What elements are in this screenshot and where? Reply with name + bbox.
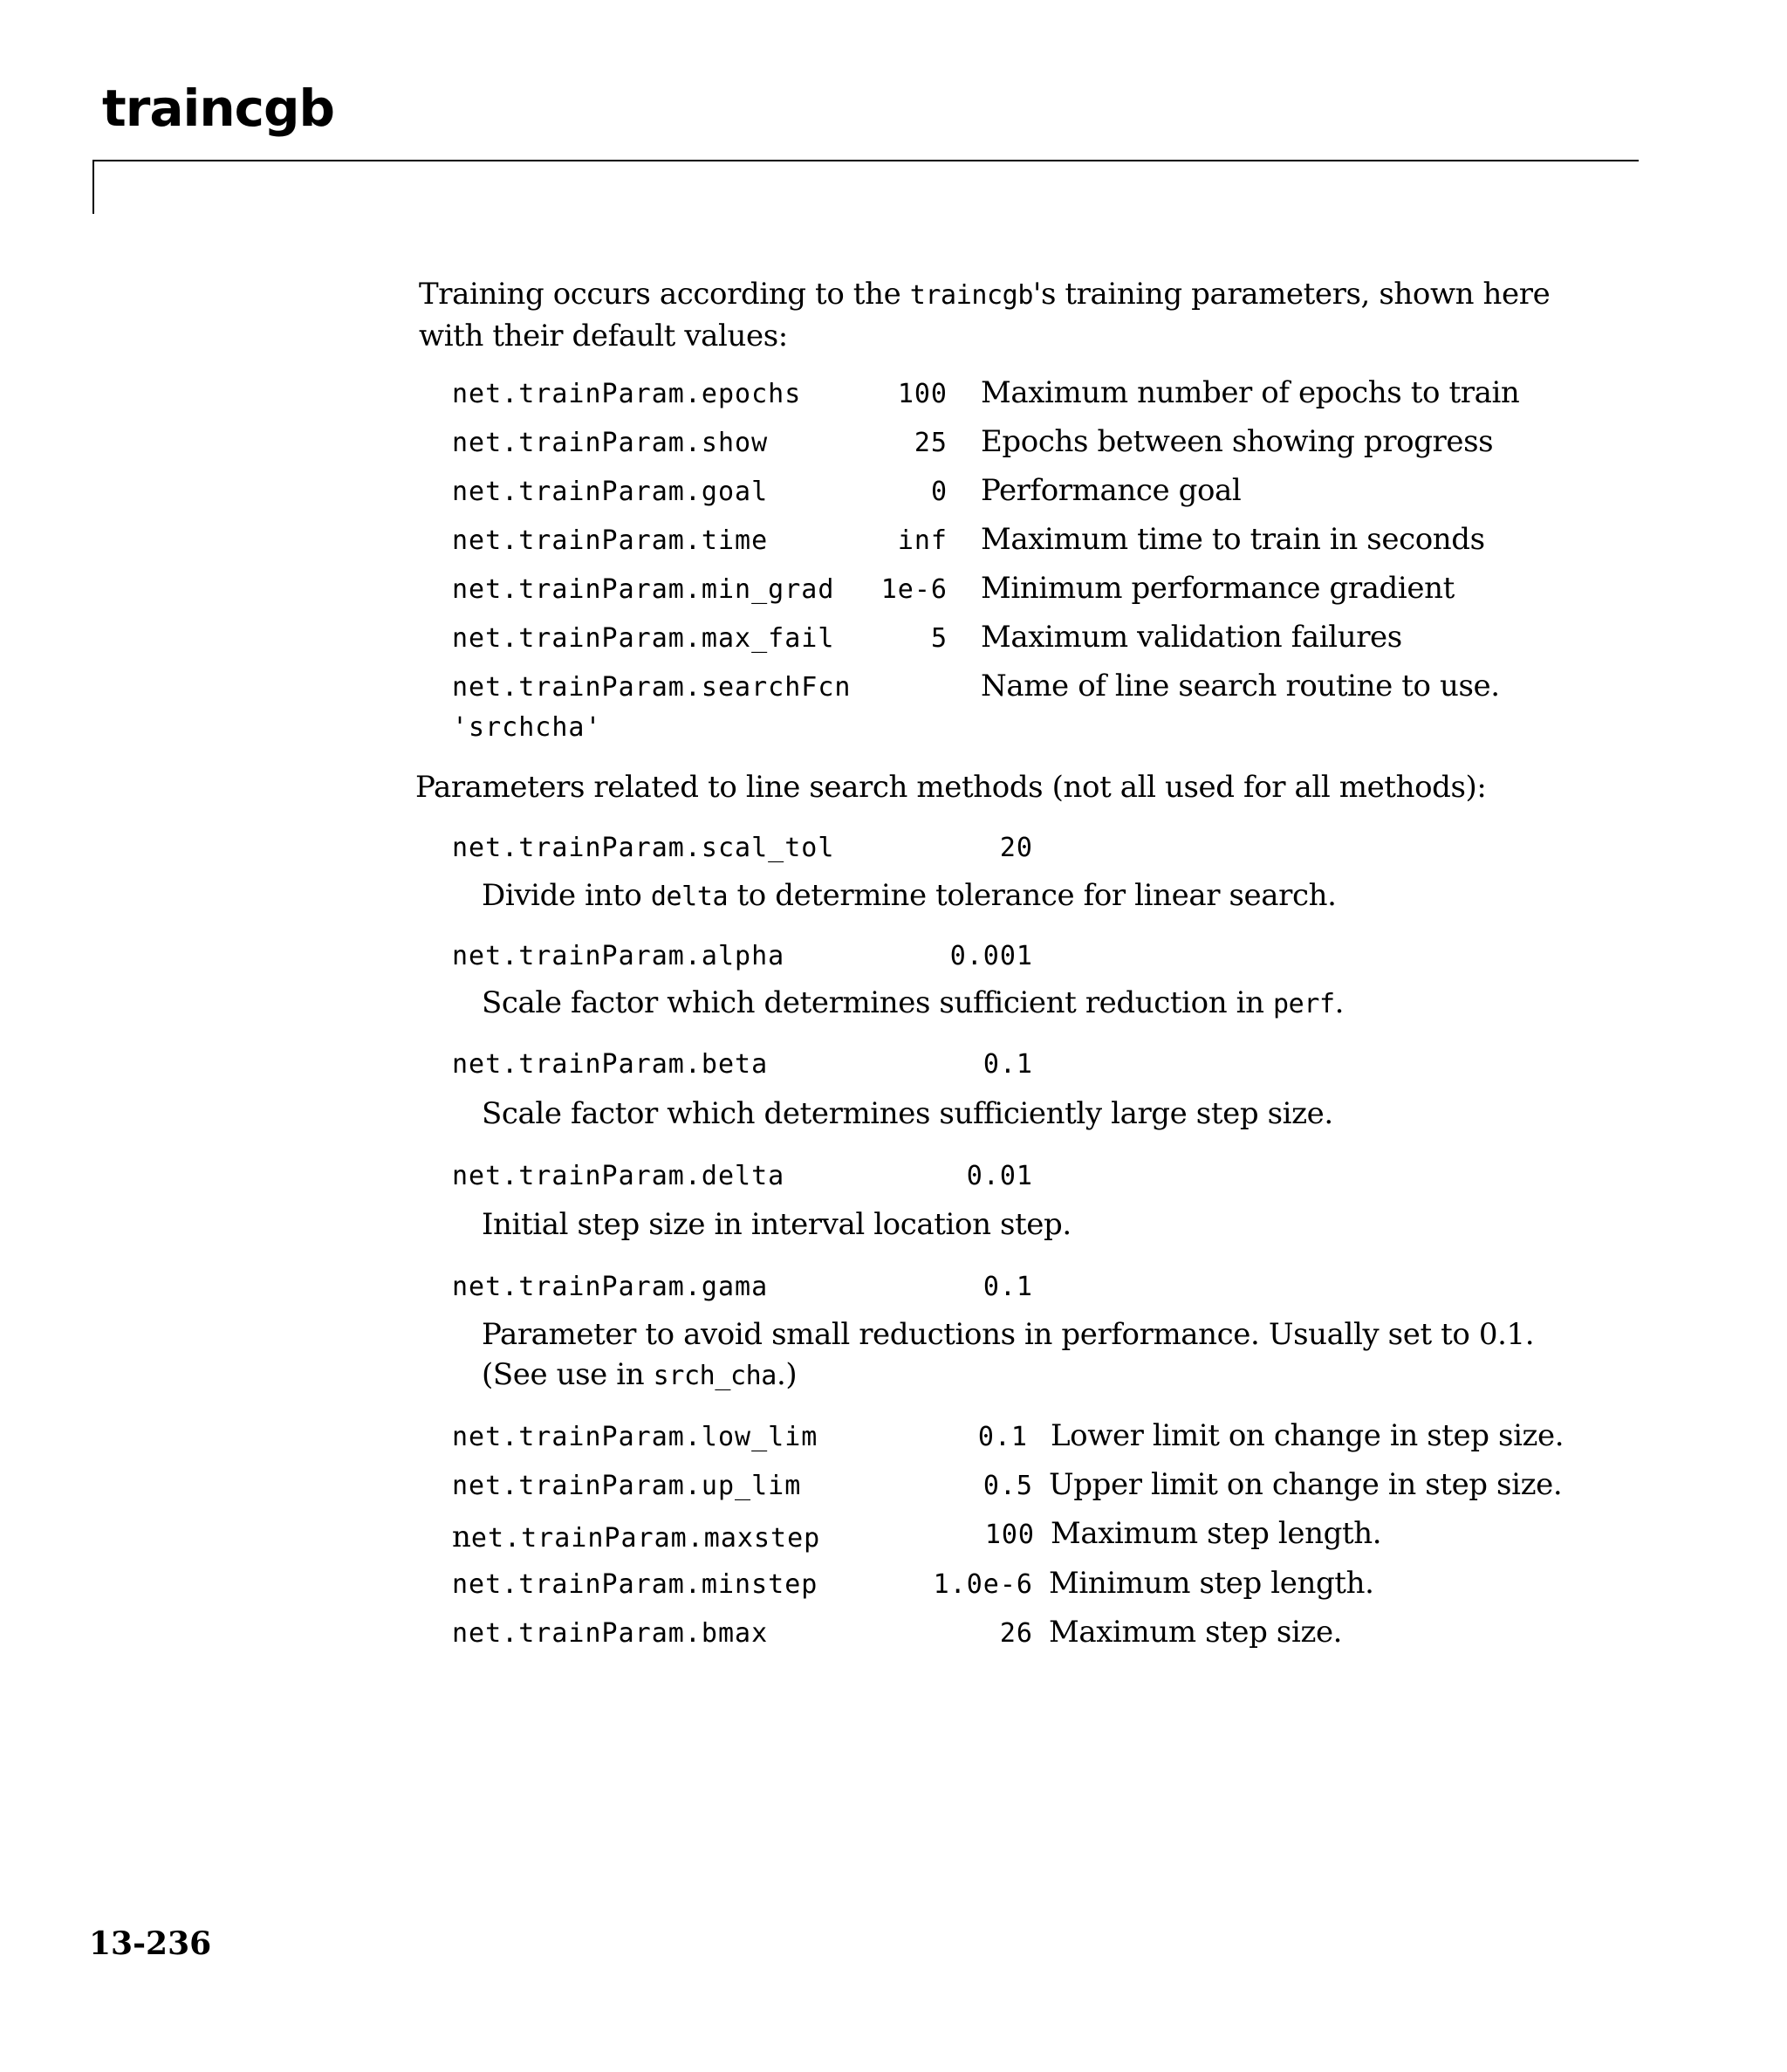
param-value: 25 bbox=[914, 428, 948, 458]
page-number: 13-236 bbox=[89, 1925, 212, 1962]
param-name: net.trainParam.up_lim bbox=[452, 1471, 802, 1501]
param-value: 0 bbox=[930, 477, 948, 507]
description-text: Scale factor which determines sufficient reduction in bbox=[482, 985, 1273, 1020]
param-name: net.trainParam.time bbox=[452, 525, 769, 556]
param-description bbox=[482, 1355, 797, 1394]
param-name: net.trainParam.low_lim bbox=[452, 1422, 818, 1452]
section-heading: Parameters related to line search methods (not all used for all methods): bbox=[415, 770, 1487, 805]
param-description: Maximum step size. bbox=[1049, 1615, 1343, 1650]
param-name: net.trainParam.beta bbox=[452, 1049, 769, 1080]
param-value: 'srchcha' bbox=[452, 712, 602, 743]
param-description: Maximum step length. bbox=[1051, 1516, 1382, 1551]
param-description: Initial step size in interval location step. bbox=[482, 1207, 1072, 1242]
param-name: net.trainParam.epochs bbox=[452, 379, 802, 409]
param-description: Maximum number of epochs to train bbox=[981, 375, 1520, 410]
param-name: net.trainParam.gama bbox=[452, 1272, 769, 1302]
param-description: Performance goal bbox=[981, 473, 1242, 508]
param-value: 0.1 bbox=[983, 1272, 1033, 1302]
param-name: net.trainParam.min_grad bbox=[452, 574, 835, 605]
param-description: Maximum validation failures bbox=[981, 620, 1402, 655]
param-name-rest: et.trainParam.maxstep bbox=[470, 1523, 821, 1554]
param-value: 100 bbox=[897, 379, 948, 409]
param-value: 0.1 bbox=[983, 1049, 1033, 1080]
param-value: 0.5 bbox=[983, 1471, 1033, 1501]
param-description: Maximum time to train in seconds bbox=[981, 522, 1485, 557]
param-description bbox=[482, 984, 1344, 1022]
param-name: net.trainParam.goal bbox=[452, 477, 769, 507]
param-value: 0.1 bbox=[977, 1422, 1028, 1452]
param-description: Scale factor which determines sufficiently large step size. bbox=[482, 1096, 1333, 1131]
intro-text: Training occurs according to the bbox=[419, 277, 910, 312]
param-name: net.trainParam.max_fail bbox=[452, 623, 835, 654]
header-rule-vertical bbox=[92, 160, 94, 214]
param-value: 100 bbox=[984, 1520, 1035, 1550]
description-text: to determine tolerance for linear search. bbox=[728, 878, 1337, 913]
description-text: .) bbox=[776, 1357, 798, 1392]
param-name: net.trainParam.bmax bbox=[452, 1618, 769, 1649]
param-value: 0.001 bbox=[949, 941, 1033, 971]
inline-code: delta bbox=[650, 882, 729, 912]
param-description bbox=[482, 876, 1337, 915]
page-title: traincgb bbox=[102, 79, 335, 138]
param-name bbox=[452, 1518, 820, 1556]
param-name: net.trainParam.show bbox=[452, 428, 769, 458]
param-value: 1.0e-6 bbox=[933, 1569, 1033, 1600]
param-name: net.trainParam.searchFcn bbox=[452, 672, 852, 703]
param-value: 20 bbox=[999, 833, 1033, 863]
param-description: Lower limit on change in step size. bbox=[1051, 1418, 1564, 1453]
param-name: net.trainParam.alpha bbox=[452, 941, 785, 971]
param-name-initial: n bbox=[452, 1520, 471, 1554]
param-value: 0.01 bbox=[966, 1161, 1033, 1191]
intro-text: with their default values: bbox=[419, 319, 788, 353]
param-name: net.trainParam.minstep bbox=[452, 1569, 818, 1600]
inline-code: traincgb bbox=[909, 280, 1033, 311]
header-rule bbox=[92, 160, 1639, 161]
description-text: Divide into bbox=[482, 878, 651, 913]
param-description: Epochs between showing progress bbox=[981, 424, 1494, 459]
description-text: (See use in bbox=[482, 1357, 654, 1392]
param-value: 26 bbox=[999, 1618, 1033, 1649]
param-description: Name of line search routine to use. bbox=[981, 669, 1500, 703]
intro-paragraph bbox=[419, 274, 1550, 356]
param-description: Minimum step length. bbox=[1049, 1566, 1374, 1601]
inline-code: perf bbox=[1273, 989, 1335, 1019]
param-description: Upper limit on change in step size. bbox=[1049, 1467, 1563, 1502]
inline-code: srch_cha bbox=[653, 1361, 777, 1391]
param-name: net.trainParam.delta bbox=[452, 1161, 785, 1191]
param-value: 1e-6 bbox=[880, 574, 948, 605]
param-value: inf bbox=[897, 525, 948, 556]
description-text: . bbox=[1334, 985, 1345, 1020]
param-description: Minimum performance gradient bbox=[981, 571, 1455, 606]
intro-text: 's training parameters, shown here bbox=[1033, 277, 1551, 312]
param-value: 5 bbox=[930, 623, 948, 654]
param-description: Parameter to avoid small reductions in performance. Usually set to 0.1. bbox=[482, 1317, 1535, 1352]
param-name: net.trainParam.scal_tol bbox=[452, 833, 835, 863]
